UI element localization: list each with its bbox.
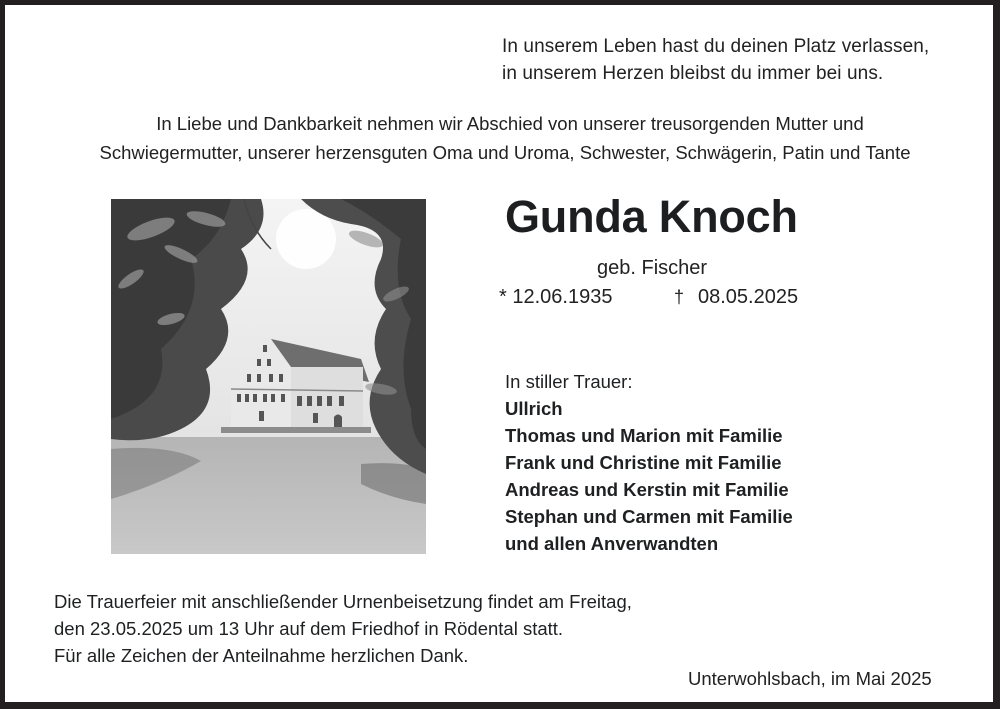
mourner-name: Ullrich (505, 398, 563, 419)
intro-text (5, 109, 1000, 167)
service-line-2: den 23.05.2025 um 13 Uhr auf dem Friedhof in Rödental statt. (54, 618, 564, 639)
intro-line-2: Schwiegermutter, unserer herzensguten Oma und Uroma, Schwester, Schwägerin, Patin und Tante (99, 142, 911, 163)
castle-photo (111, 199, 426, 554)
motto-line-2: in unserem Herzen bleibst du immer bei uns. (502, 63, 884, 84)
motto-verse (502, 33, 929, 87)
mourner-name: Stephan und Carmen mit Familie (505, 506, 793, 527)
birth-date-group (499, 286, 674, 309)
intro-line-1: In Liebe und Dankbarkeit nehmen wir Abschied von unserer treusorgenden Mutter und (156, 113, 864, 134)
service-line-3: Für alle Zeichen der Anteilnahme herzlichen Dank. (54, 645, 469, 666)
mourners-list (505, 368, 793, 557)
dagger-icon: † (674, 287, 685, 307)
maiden-name: geb. Fischer (597, 257, 708, 279)
birth-date: 12.06.1935 (512, 286, 613, 308)
mourners-heading: In stiller Trauer: (505, 371, 633, 392)
service-line-1: Die Trauerfeier mit anschließender Urnenbeisetzung findet am Freitag, (54, 591, 632, 612)
place-and-date: Unterwohlsbach, im Mai 2025 (688, 668, 932, 689)
service-info (54, 588, 632, 669)
mourner-name: und allen Anverwandten (505, 533, 719, 554)
mourner-name: Andreas und Kerstin mit Familie (505, 479, 789, 500)
birth-star-icon: * (499, 286, 507, 308)
mourner-name: Thomas und Marion mit Familie (505, 425, 783, 446)
castle-photo-icon (111, 199, 426, 554)
death-date: 08.05.2025 (698, 286, 799, 308)
motto-line-1: In unserem Leben hast du deinen Platz verlassen, (502, 36, 930, 57)
life-dates (499, 286, 798, 309)
mourner-name: Frank und Christine mit Familie (505, 452, 782, 473)
deceased-name: Gunda Knoch (505, 191, 798, 242)
